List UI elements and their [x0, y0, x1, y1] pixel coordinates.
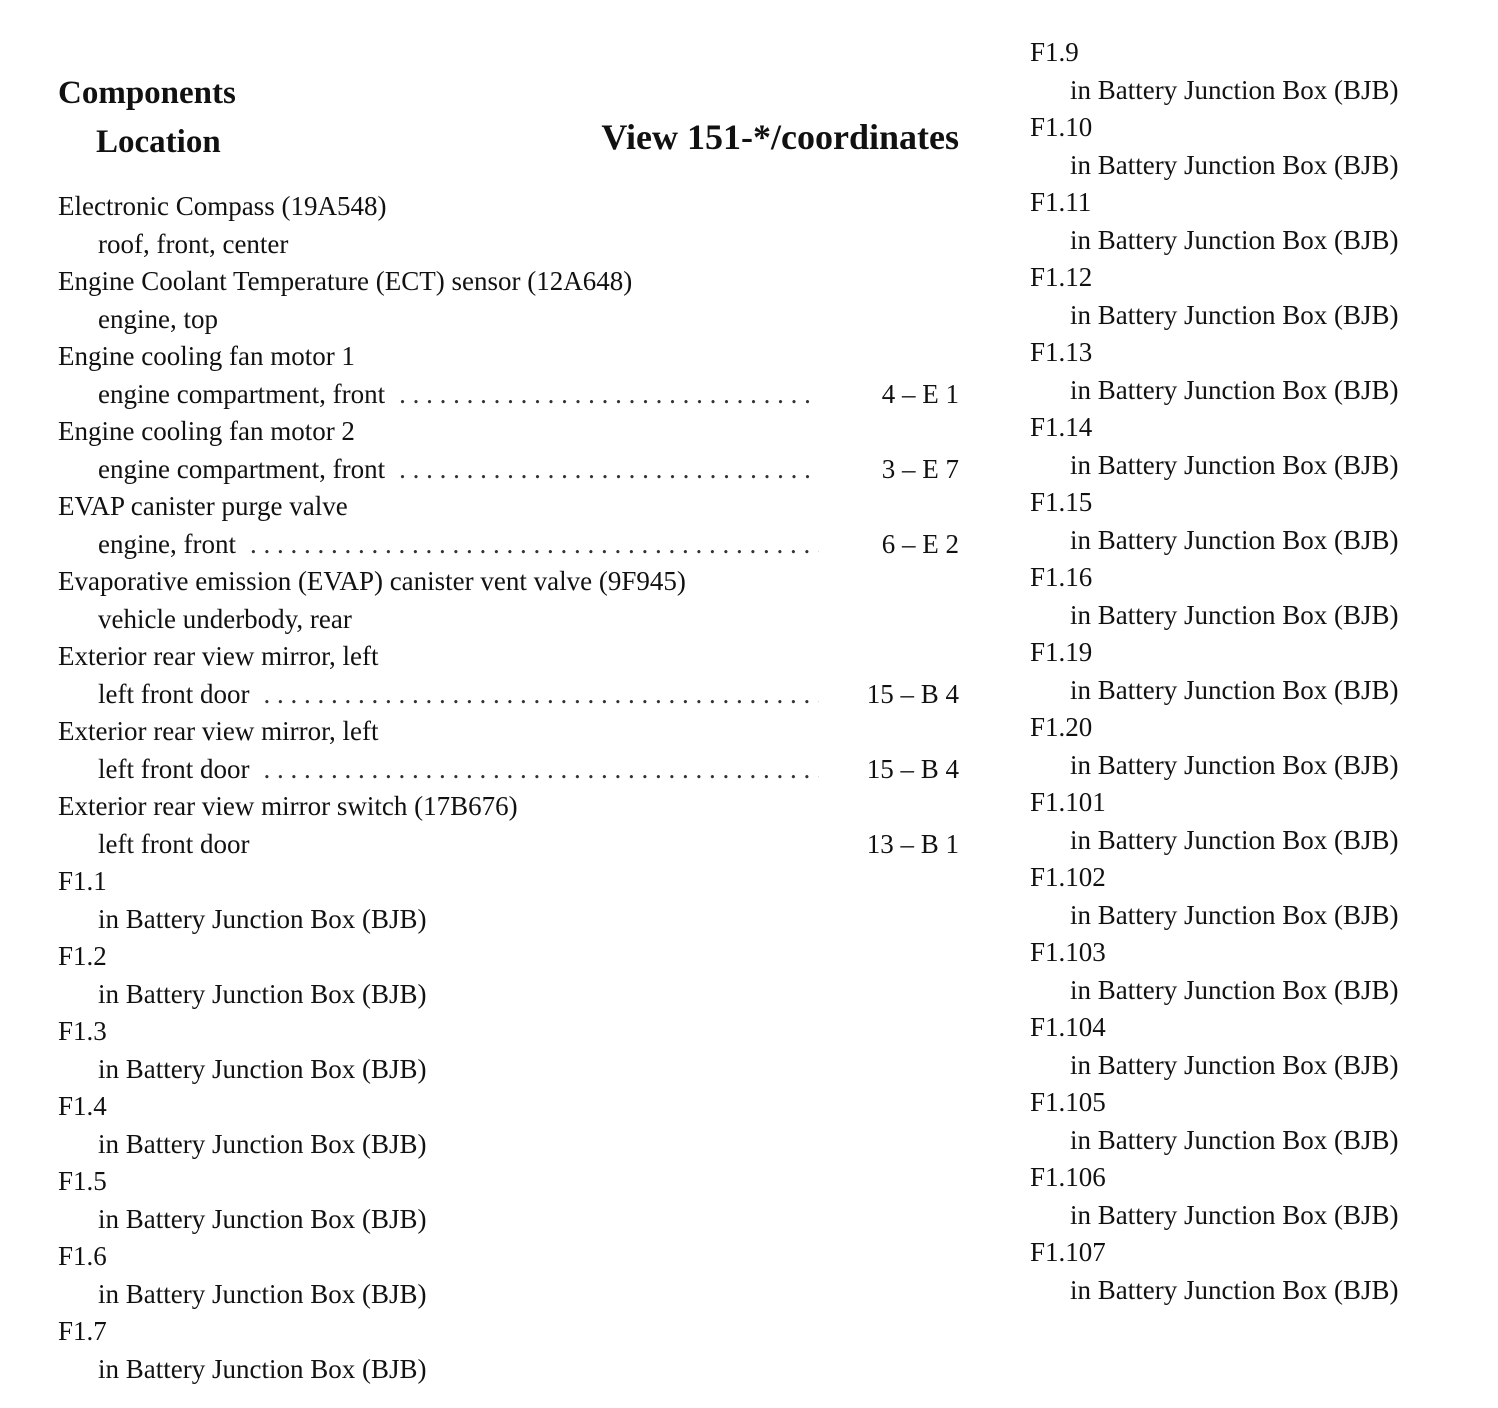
- component-name: F1.4: [58, 1091, 107, 1121]
- component-location: roof, front, center: [98, 228, 289, 259]
- fuse-location-row: [1030, 897, 1490, 935]
- fuse-name: F1.9: [1030, 37, 1079, 67]
- component-coordinate: 3 – E 7: [881, 453, 959, 484]
- dot-leader: [263, 751, 819, 789]
- fuse-location: in Battery Junction Box (BJB): [1070, 824, 1399, 855]
- component-location: in Battery Junction Box (BJB): [98, 1128, 427, 1159]
- component-name: F1.6: [58, 1241, 107, 1271]
- fuse-location-row: [1030, 297, 1490, 335]
- fuse-location: in Battery Junction Box (BJB): [1070, 1274, 1399, 1305]
- component-coordinate: 6 – E 2: [881, 528, 959, 559]
- fuse-location-row: [1030, 447, 1490, 485]
- fuse-location: in Battery Junction Box (BJB): [1070, 674, 1399, 705]
- component-location-row: [58, 601, 963, 639]
- component-location: in Battery Junction Box (BJB): [98, 1053, 427, 1084]
- component-name: F1.3: [58, 1016, 107, 1046]
- component-location-row: [58, 1276, 963, 1314]
- fuse-location: in Battery Junction Box (BJB): [1070, 1199, 1399, 1230]
- right-column: [1030, 34, 1490, 1309]
- component-location: in Battery Junction Box (BJB): [98, 1353, 427, 1384]
- view-coordinates-header: View 151-*/coordinates: [601, 117, 959, 157]
- component-location-row: [58, 1051, 963, 1089]
- dot-leader: [399, 376, 819, 414]
- component-location-row: [58, 1351, 963, 1389]
- fuse-name: F1.104: [1030, 1012, 1106, 1042]
- fuse-location-row: [1030, 147, 1490, 185]
- component-location-row: [58, 751, 963, 789]
- component-location: engine compartment, front: [98, 378, 386, 409]
- component-name: Engine cooling fan motor 1: [58, 341, 355, 371]
- component-name: F1.7: [58, 1316, 107, 1346]
- component-location: in Battery Junction Box (BJB): [98, 903, 427, 934]
- dot-leader: [263, 676, 819, 714]
- component-coordinate: 15 – B 4: [866, 678, 959, 709]
- fuse-location: in Battery Junction Box (BJB): [1070, 524, 1399, 555]
- fuse-name: F1.102: [1030, 862, 1106, 892]
- component-name: Evaporative emission (EVAP) canister vent valve (9F945): [58, 566, 686, 596]
- fuse-location-row: [1030, 222, 1490, 260]
- component-location-row: [58, 301, 963, 339]
- component-location-row: [58, 901, 963, 939]
- component-location-row: [58, 1126, 963, 1164]
- left-entry-list: [58, 188, 963, 1388]
- component-location: in Battery Junction Box (BJB): [98, 1278, 427, 1309]
- fuse-name: F1.15: [1030, 487, 1093, 517]
- fuse-name: F1.106: [1030, 1162, 1106, 1192]
- component-location: left front door: [98, 678, 250, 709]
- component-name: Engine Coolant Temperature (ECT) sensor (12A648): [58, 266, 633, 296]
- component-name: Exterior rear view mirror, left: [58, 641, 379, 671]
- fuse-location-row: [1030, 972, 1490, 1010]
- fuse-location-row: [1030, 1047, 1490, 1085]
- fuse-location-row: [1030, 72, 1490, 110]
- fuse-location-row: [1030, 747, 1490, 785]
- fuse-location: in Battery Junction Box (BJB): [1070, 449, 1399, 480]
- fuse-name: F1.10: [1030, 112, 1093, 142]
- component-coordinate: 4 – E 1: [881, 378, 959, 409]
- fuse-name: F1.101: [1030, 787, 1106, 817]
- location-header: Location: [96, 124, 221, 160]
- left-column: [58, 70, 963, 1388]
- fuse-name: F1.20: [1030, 712, 1093, 742]
- fuse-location-row: [1030, 372, 1490, 410]
- component-name: F1.1: [58, 866, 107, 896]
- fuse-location: in Battery Junction Box (BJB): [1070, 899, 1399, 930]
- page-title: Components: [58, 75, 236, 111]
- component-location-row: [58, 451, 963, 489]
- fuse-name: F1.19: [1030, 637, 1093, 667]
- fuse-location-row: [1030, 597, 1490, 635]
- fuse-location: in Battery Junction Box (BJB): [1070, 74, 1399, 105]
- fuse-location: in Battery Junction Box (BJB): [1070, 149, 1399, 180]
- component-name: Exterior rear view mirror switch (17B676): [58, 791, 518, 821]
- fuse-location: in Battery Junction Box (BJB): [1070, 1124, 1399, 1155]
- fuse-location-row: [1030, 522, 1490, 560]
- dot-leader: [250, 526, 819, 564]
- fuse-location: in Battery Junction Box (BJB): [1070, 599, 1399, 630]
- fuse-location: in Battery Junction Box (BJB): [1070, 299, 1399, 330]
- component-location-row: [58, 676, 963, 714]
- fuse-location: in Battery Junction Box (BJB): [1070, 974, 1399, 1005]
- component-location: left front door: [98, 753, 250, 784]
- fuse-location: in Battery Junction Box (BJB): [1070, 1049, 1399, 1080]
- dot-leader: [399, 451, 819, 489]
- fuse-name: F1.16: [1030, 562, 1093, 592]
- fuse-name: F1.12: [1030, 262, 1093, 292]
- fuse-name: F1.13: [1030, 337, 1093, 367]
- component-location-row: [58, 526, 963, 564]
- component-location-row: [58, 226, 963, 264]
- component-location-row: [58, 826, 963, 864]
- fuse-name: F1.11: [1030, 187, 1092, 217]
- component-name: EVAP canister purge valve: [58, 491, 348, 521]
- component-coordinate: 13 – B 1: [866, 828, 959, 859]
- right-entry-list: [1030, 34, 1490, 1309]
- component-name: Exterior rear view mirror, left: [58, 716, 379, 746]
- fuse-location: in Battery Junction Box (BJB): [1070, 749, 1399, 780]
- fuse-name: F1.14: [1030, 412, 1093, 442]
- component-location: vehicle underbody, rear: [98, 603, 352, 634]
- component-location: engine, front: [98, 528, 236, 559]
- component-name: Engine cooling fan motor 2: [58, 416, 355, 446]
- fuse-location-row: [1030, 672, 1490, 710]
- fuse-name: F1.107: [1030, 1237, 1106, 1267]
- fuse-location-row: [1030, 822, 1490, 860]
- component-coordinate: 15 – B 4: [866, 753, 959, 784]
- component-location-row: [58, 976, 963, 1014]
- fuse-location-row: [1030, 1122, 1490, 1160]
- column-header: [58, 116, 963, 178]
- component-name: F1.5: [58, 1166, 107, 1196]
- fuse-location-row: [1030, 1272, 1490, 1310]
- component-location-row: [58, 1201, 963, 1239]
- fuse-name: F1.105: [1030, 1087, 1106, 1117]
- component-location: in Battery Junction Box (BJB): [98, 1203, 427, 1234]
- component-name: F1.2: [58, 941, 107, 971]
- fuse-location: in Battery Junction Box (BJB): [1070, 224, 1399, 255]
- fuse-location-row: [1030, 1197, 1490, 1235]
- fuse-location: in Battery Junction Box (BJB): [1070, 374, 1399, 405]
- component-location: in Battery Junction Box (BJB): [98, 978, 427, 1009]
- component-name: Electronic Compass (19A548): [58, 191, 387, 221]
- component-location: engine compartment, front: [98, 453, 386, 484]
- component-location-row: [58, 376, 963, 414]
- component-location: left front door: [98, 828, 250, 859]
- component-location: engine, top: [98, 303, 218, 334]
- fuse-name: F1.103: [1030, 937, 1106, 967]
